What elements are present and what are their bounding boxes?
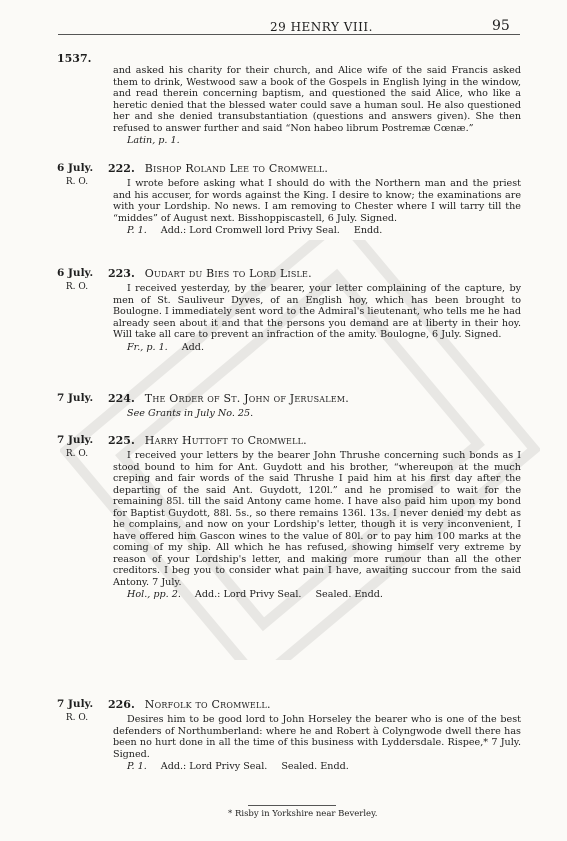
- cross-reference: See Grants in July No. 25.: [127, 408, 254, 419]
- entry-source: R. O.: [65, 449, 89, 459]
- entry-source: R. O.: [65, 177, 89, 187]
- year-marker: 1537.: [57, 52, 92, 65]
- entry-margin: [57, 434, 102, 461]
- entry-date: 6 July.: [57, 162, 94, 174]
- page-number: 95: [492, 18, 510, 34]
- entry-margin: [57, 392, 102, 405]
- entry-margin: [57, 698, 102, 725]
- footnote-rule: [248, 805, 336, 806]
- entry-meta: P. 1. Add.: Lord Cromwell lord Privy Seal. Endd.: [127, 225, 383, 236]
- entry-title: 226. Norfolk to Cromwell.: [108, 698, 271, 711]
- entry-source: R. O.: [65, 282, 89, 292]
- running-head: 29 HENRY VIII.: [270, 20, 373, 34]
- entry-date: 6 July.: [57, 267, 94, 279]
- entry-meta: Fr., p. 1. Add.: [127, 341, 204, 353]
- entry-margin: [57, 267, 102, 294]
- entry-date: 7 July.: [57, 392, 94, 404]
- entry-title: 222. Bishop Roland Lee to Cromwell.: [108, 162, 329, 175]
- entry-body: I received your letters by the bearer John Thrushe concerning such bonds as I stood bound to him for Ant. Guydott and his brother, “whereupon at the much creping and fair words of the said Thrushe I paid him at his first day after the departing of the said Ant. Guydott, 120l.” and he promised to wait for the remaining 85l. till the said Antony came home. I have also paid him upon my bond for Baptist Guydott, 88l. 5s., so there remains 136l. 13s. I never denied my debt as he complains, and now on your Lordship's letter, though it is very inconvenient, I have offered him Gascon wines to the value of 80l. or to pay him 100 marks at the coming of my ship. All which he has refused, showing himself very extreme by reason of your Lordship's letter, and making more rumour than all the other creditors. I beg you to consider what pain I have, awaiting succour from the said Antony. 7 July. Hol., pp. 2. Add.: Lord Privy Seal. Sealed. Endd.: [113, 450, 521, 600]
- entry-title: 223. Oudart du Bies to Lord Lisle.: [108, 267, 312, 280]
- entry-body: I wrote before asking what I should do with the Northern man and the priest and his accuser, for words against the King. I desire to know; the examinations are with your Lordship. No news. I am removing to Chester where I will tarry till the “middes” of August next. Bisshoppiscastell, 6 July. Signed. P. 1. Add.: Lord Cromwell lord Privy Seal. Endd.: [113, 178, 521, 236]
- entry-body: I received yesterday, by the bearer, your letter complaining of the capture, by men of St. Sauliveur Dyves, of an English hoy, which has been brought to Boulogne. I immediately sent word to the Admiral's lieutenant, who tells me he had already seen about it and that the persons you demand are at liberty in their hoy. Will take all care to prevent an infraction of the amity. Boulogne, 6 July. Signed. Fr., p. 1. Add.: [113, 283, 521, 353]
- entry-body: Desires him to be good lord to John Horseley the bearer who is one of the best defenders of Northumberland: where he and Robert à Colyngwode dwell there has been no hurt done in all the time of this business with Lyddersdale. Rispee,* 7 July. Signed. P. 1. Add.: Lord Privy Seal. Sealed. Endd.: [113, 714, 521, 772]
- header-rule: [58, 34, 520, 35]
- entry-title: 224. The Order of St. John of Jerusalem.: [108, 392, 349, 405]
- entry-body: [113, 408, 521, 420]
- entry-meta: P. 1. Add.: Lord Privy Seal. Sealed. Endd.: [127, 761, 349, 772]
- continuation-text: and asked his charity for their church, and Alice wife of the said Francis asked them to drink, Westwood saw a book of the Gospels in English lying in the window, and read therein concerning baptism, and questioned the said Alice, who like a heretic denied that the blessed water could save a human soul. He also questioned her and she denied transubstantiation (questions and answers given). She then refused to answer further and said “Non habeo librum Postremæ Cœnæ.”: [113, 65, 521, 134]
- continuation-block: [113, 65, 521, 147]
- entry-margin: [57, 162, 102, 189]
- entry-title: 225. Harry Huttoft to Cromwell.: [108, 434, 307, 447]
- entry-source: R. O.: [65, 713, 89, 723]
- entry-date: 7 July.: [57, 434, 94, 446]
- entry-date: 7 July.: [57, 698, 94, 710]
- continuation-meta: Latin, p. 1.: [127, 135, 180, 146]
- footnote: * Risby in Yorkshire near Beverley.: [228, 809, 378, 819]
- entry-meta: Hol., pp. 2. Add.: Lord Privy Seal. Sealed. Endd.: [127, 589, 383, 600]
